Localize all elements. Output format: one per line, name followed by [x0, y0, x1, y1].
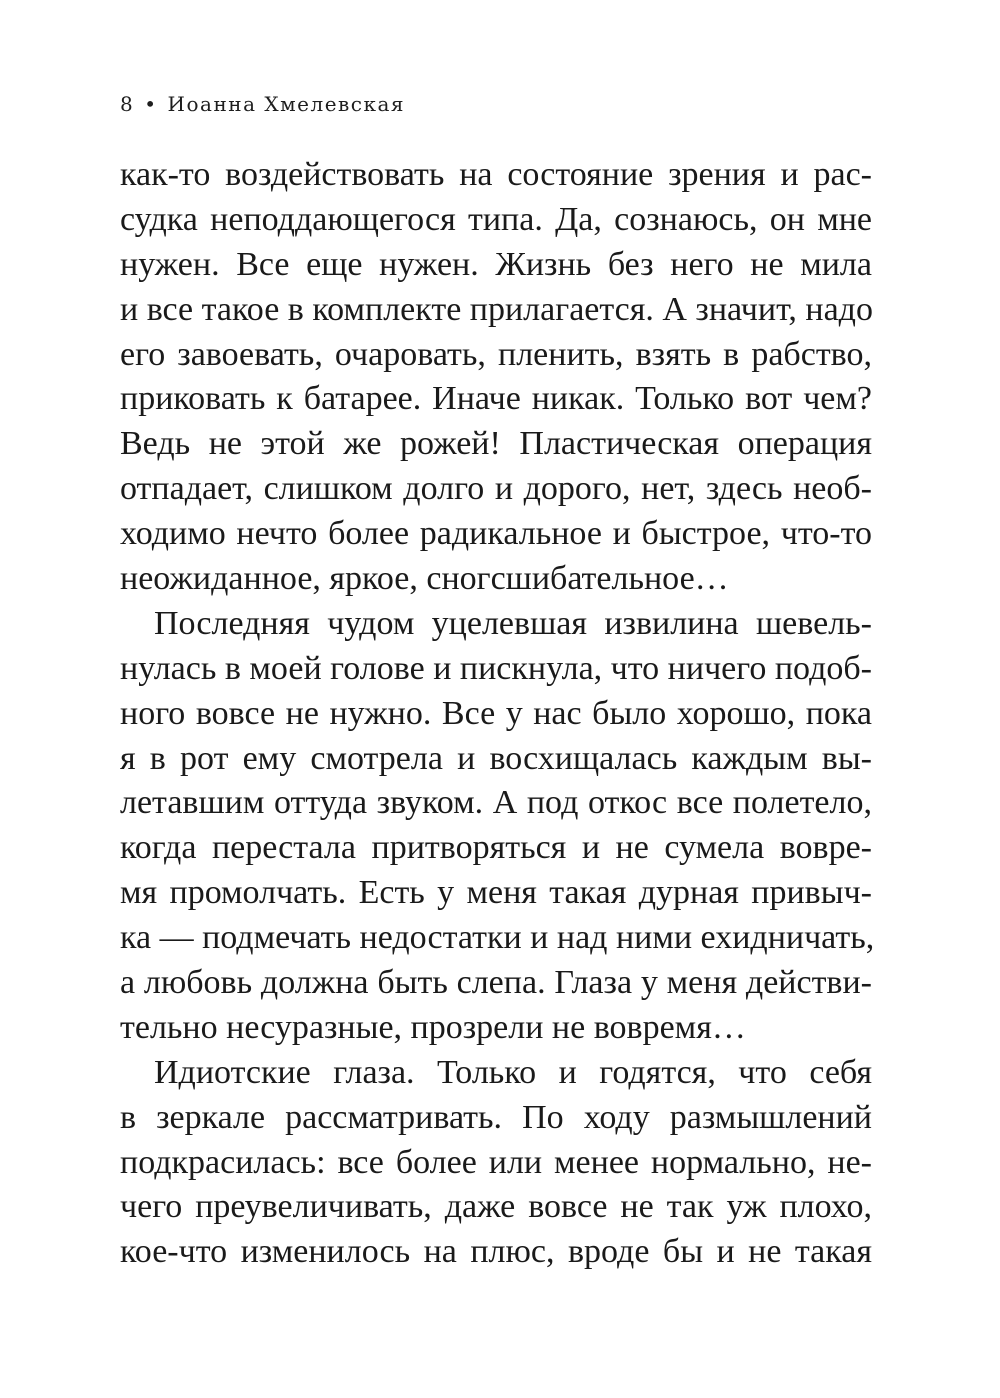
running-head: [120, 92, 405, 116]
text-line: как-то воздействовать на состояние зрения и рас-: [120, 156, 872, 193]
text-line: тельно несуразные, прозрели не вовремя…: [120, 1008, 746, 1046]
text-line: приковать к батарее. Иначе никак. Только вот чем?: [120, 380, 872, 418]
text-line: нулась в моей голове и пискнула, что ничего подоб-: [120, 649, 872, 687]
text-line: Ведь не этой же рожей! Пластическая операция: [120, 425, 872, 463]
text-line: мя промолчать. Есть у меня такая дурная привыч-: [120, 874, 872, 912]
text-line: летавшим оттуда звуком. А под откос все полетело,: [120, 784, 872, 822]
page-number: 8: [120, 92, 135, 116]
text-line: а любовь должна быть слепа. Глаза у меня действи-: [120, 964, 872, 1002]
text-line: ка — подмечать недостатки и над ними ехидничать,: [120, 919, 875, 957]
header-separator: •: [144, 92, 158, 116]
text-line: подкрасилась: все более или менее нормально, не-: [120, 1143, 872, 1181]
text-line: когда перестала притворяться и не сумела вовре-: [120, 829, 872, 867]
text-line: его завоевать, очаровать, пленить, взять в рабство,: [120, 335, 872, 373]
text-line: в зеркале рассматривать. По ходу размышлений: [120, 1098, 872, 1136]
text-line: и все такое в комплекте прилагается. А значит, надо: [120, 290, 873, 328]
text-line: Идиотские глаза. Только и годятся, что себя: [154, 1053, 872, 1091]
text-line: нужен. Все еще нужен. Жизнь без него не мила: [120, 245, 872, 283]
text-line: кое-что изменилось на плюс, вроде бы и не такая: [120, 1233, 872, 1271]
text-line: я в рот ему смотрела и восхищалась каждым вы-: [120, 739, 872, 777]
text-line: Последняя чудом уцелевшая извилина шевель-: [154, 604, 872, 642]
text-line: ходимо нечто более радикальное и быстрое, что-то: [120, 515, 872, 553]
body-text: [120, 153, 875, 1275]
text-line: отпадает, слишком долго и дорого, нет, здесь необ-: [120, 470, 872, 508]
text-line: судка неподдающегося типа. Да, сознаюсь, он мне: [120, 200, 872, 238]
text-line: чего преувеличивать, даже вовсе не так уж плохо,: [120, 1188, 872, 1226]
text-line: ного вовсе не нужно. Все у нас было хорошо, пока: [120, 694, 872, 732]
text-line: неожиданное, яркое, сногсшибательное…: [120, 560, 729, 598]
author-name: Иоанна Хмелевская: [167, 92, 406, 116]
